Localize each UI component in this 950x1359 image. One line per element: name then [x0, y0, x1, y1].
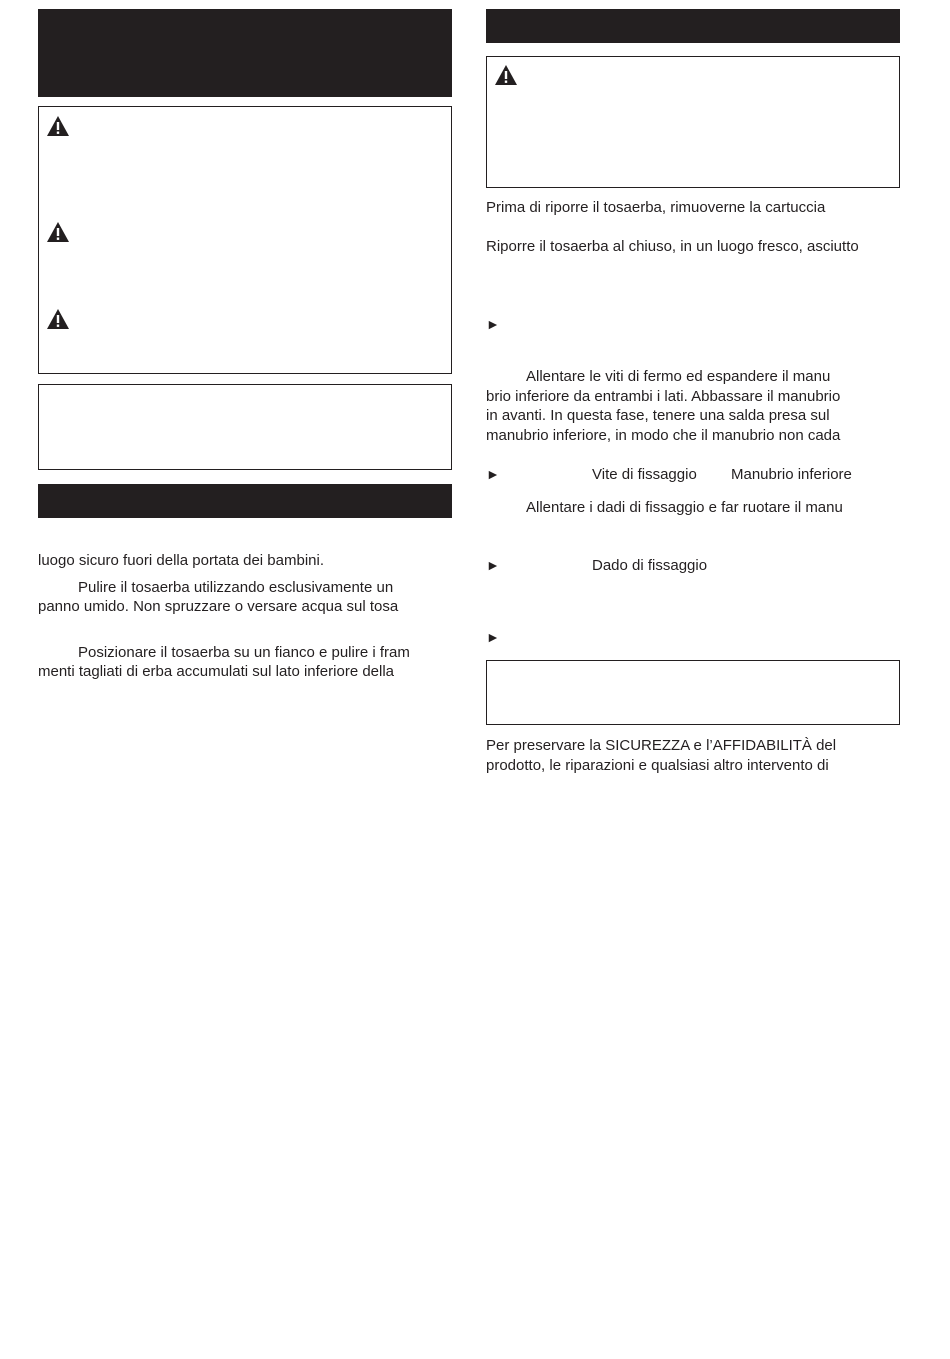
body-text-line: Allentare i dadi di fissaggio e far ruotare il manu: [526, 499, 843, 516]
body-text-line: in avanti. In questa fase, tenere una salda presa sul: [486, 407, 830, 424]
figure-label-handle: Manubrio inferiore: [731, 466, 852, 483]
body-text-line: Pulire il tosaerba utilizzando esclusivamente un: [78, 579, 394, 596]
body-text-line: Prima di riporre il tosaerba, rimuoverne la cartuccia: [486, 199, 826, 216]
body-text-line: brio inferiore da entrambi i lati. Abbassare il manubrio: [486, 388, 841, 405]
body-text-line: Per preservare la SICUREZZA e l’AFFIDABILITÀ del: [486, 737, 837, 754]
body-text-line: panno umido. Non spruzzare o versare acqua sul tosa: [38, 598, 399, 615]
figure-pointer-marker: ►: [486, 557, 500, 573]
warning-triangle-icon: [46, 221, 70, 243]
body-text-line: manubrio inferiore, in modo che il manubrio non cada: [486, 427, 841, 444]
warning-box: [486, 56, 900, 188]
body-text-line: Posizionare il tosaerba su un fianco e pulire i fram: [78, 644, 410, 661]
section-header-bar: [486, 9, 900, 43]
body-text-line: luogo sicuro fuori della portata dei bambini.: [38, 552, 325, 569]
notice-box: [486, 660, 900, 725]
warning-triangle-icon: [46, 308, 70, 330]
warning-triangle-icon: [494, 64, 518, 86]
section-header-bar: [38, 484, 452, 518]
body-text-line: menti tagliati di erba accumulati sul lato inferiore della: [38, 663, 395, 680]
figure-pointer-marker: ►: [486, 629, 500, 645]
figure-pointer-marker: ►: [486, 316, 500, 332]
body-text-line: Riporre il tosaerba al chiuso, in un luogo fresco, asciutto: [486, 238, 859, 255]
warning-triangle-icon: [46, 115, 70, 137]
warning-box: [38, 106, 452, 374]
body-text-line: Allentare le viti di fermo ed espandere il manu: [526, 368, 831, 385]
section-header-bar: [38, 9, 452, 97]
body-text-line: prodotto, le riparazioni e qualsiasi altro intervento di: [486, 757, 829, 774]
figure-pointer-marker: ►: [486, 466, 500, 482]
figure-label-nut: Dado di fissaggio: [592, 557, 708, 574]
notice-box: [38, 384, 452, 470]
figure-label-screw: Vite di fissaggio: [592, 466, 697, 483]
